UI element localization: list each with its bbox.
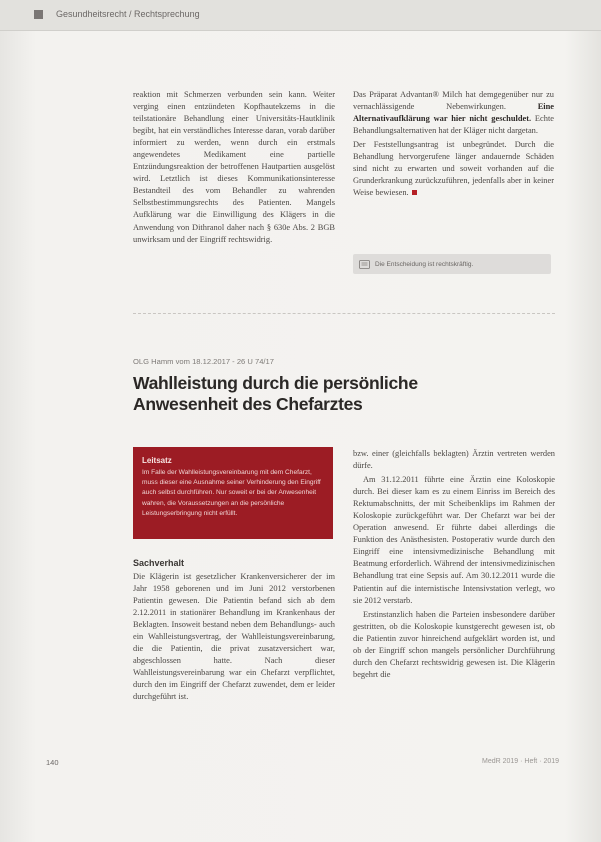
paragraph: Das Präparat Advantan® Milch hat demgegenüber nur zu vernachlässigende Nebenwirkungen. Eine Alternativaufklärung war hier nicht geschuldet. Echte Behandlungsalternativen hat der Kläger nicht dargetan. xyxy=(353,90,554,136)
column-right-bottom xyxy=(353,448,555,683)
paragraph: Am 31.12.2011 führte eine Ärztin eine Koloskopie durch. Bei dieser kam es zu einem Einriss im Bereich des Rektumabschnitts, der mit Scheibenklips im Rahmen der Koloskopie zurückgeführt war. Der Chefarzt war bei der Operation anwesend. Er führte dabei allerdings die Funktion des Anästhesisten. Postoperativ wurde durch den Eingriff eine intensivmedizinische Behandlung mit Beatmung erforderlich. Während der intensivmedizinischen Behandlung trat eine Sepsis auf. Am 30.12.2011 wurde die Patientin auf die internistische Intensivstation verlegt, wo sie 2012 verstarb. xyxy=(353,475,555,605)
info-box-label: Die Entscheidung ist rechtskräftig. xyxy=(375,260,474,268)
paragraph: Der Feststellungsantrag ist unbegründet. Durch die Behandlung hervorgerufene länger andauernde Schäden sind nicht zu erwarten und soweit vorhanden auf die Grunderkrankung zurückzuführen, jedenfalls aber in keiner Weise bewiesen. xyxy=(353,140,554,198)
leitsatz-title: Leitsatz xyxy=(142,456,172,465)
sachverhalt-heading: Sachverhalt xyxy=(133,558,185,568)
column-left-top xyxy=(133,89,335,248)
column-right-top xyxy=(353,89,554,201)
page-header-bar xyxy=(0,0,601,31)
section-marker-icon xyxy=(34,10,43,19)
end-of-article-icon xyxy=(412,190,417,195)
paragraph: Die Klägerin ist gesetzlicher Krankenversicherer der im Jahr 1958 geborenen und im Juni 2012 verstorbenen Patientin gewesen. Die Patientin befand sich ab dem 2.12.2011 in stationärer Behandlung im Krankenhaus der Beklagten. Insoweit bestand neben dem Behandlungs- auch ein Wahlleistungsvertrag, der Wahlleistungsvereinbarung, die die Patientin, die privat zusatzversichert war, abgeschlossen hatte. Nach dieser Wahlleistungsvereinbarung war ein Chefarzt verpflichtet, durch den im Eingriff der Chefarzt zuwendet, dem er leider durchgeführt ist. xyxy=(133,572,335,702)
column-left-bottom xyxy=(133,571,335,706)
section-title: Gesundheitsrecht / Rechtsprechung xyxy=(56,9,200,19)
leitsatz-text: Im Falle der Wahlleistungsvereinbarung mit dem Chefarzt, muss dieser eine Ausnahme seiner Verhinderung den Eingriff auch selbst durchführen. Nur soweit er bei der Anwesenheit wahren, die Voraussetzungen an die persönliche Leistungserbringung nicht erfüllt. xyxy=(142,469,321,517)
paragraph: Erstinstanzlich haben die Parteien insbesondere darüber gestritten, ob die Koloskopie kunstgerecht gewesen ist, ob die Patientin zuvor hinreichend aufgeklärt worden ist, und ob der Eingriff schon mangels persönlicher Durchführung durch den Chefarzt rechtswidrig gewesen ist. Die Klägerin begehrt die xyxy=(353,609,555,679)
paragraph: bzw. einer (gleichfalls beklagten) Ärztin vertreten werden dürfe. xyxy=(353,449,555,471)
bold-statement: Eine Alternativaufklärung war hier nicht geschuldet. xyxy=(353,102,554,124)
info-box xyxy=(353,254,551,274)
leitsatz-box xyxy=(133,447,333,539)
article-headline: Wahlleistung durch die persönliche Anwesenheit des Chefarztes xyxy=(133,373,418,414)
paragraph: reaktion mit Schmerzen verbunden sein kann. Weiter verging einen entzündeten Kopfhautekzems in die teilstationäre Behandlung einer Universitäts-Hautklinik begibt, hat ein verständliches Interesse daran, vorab darüber informiert zu werden, wenn durch ein erstmals angewendetes Medikament eine partielle Entzündungsreaktion der betroffenen Hautpartien ausgelöst wird. Letztlich ist dieses Kommunikationsinteresse Bestandteil des vom Behandler zu wahrenden Selbstbestimmungsrechts des Patienten. Mangels Aufklärung war die Einwilligung des Klägers in die Anwendung von Dithranol daher nach § 630e Abs. 2 BGB unwirksam und der Eingriff rechtswidrig. xyxy=(133,90,335,244)
section-divider xyxy=(133,313,555,314)
journal-footer: MedR 2019 · Heft · 2019 xyxy=(482,758,560,765)
case-citation: OLG Hamm vom 18.12.2017 - 26 U 74/17 xyxy=(133,357,274,366)
document-paragraph-icon xyxy=(359,260,370,269)
page-number: 140 xyxy=(46,758,59,767)
